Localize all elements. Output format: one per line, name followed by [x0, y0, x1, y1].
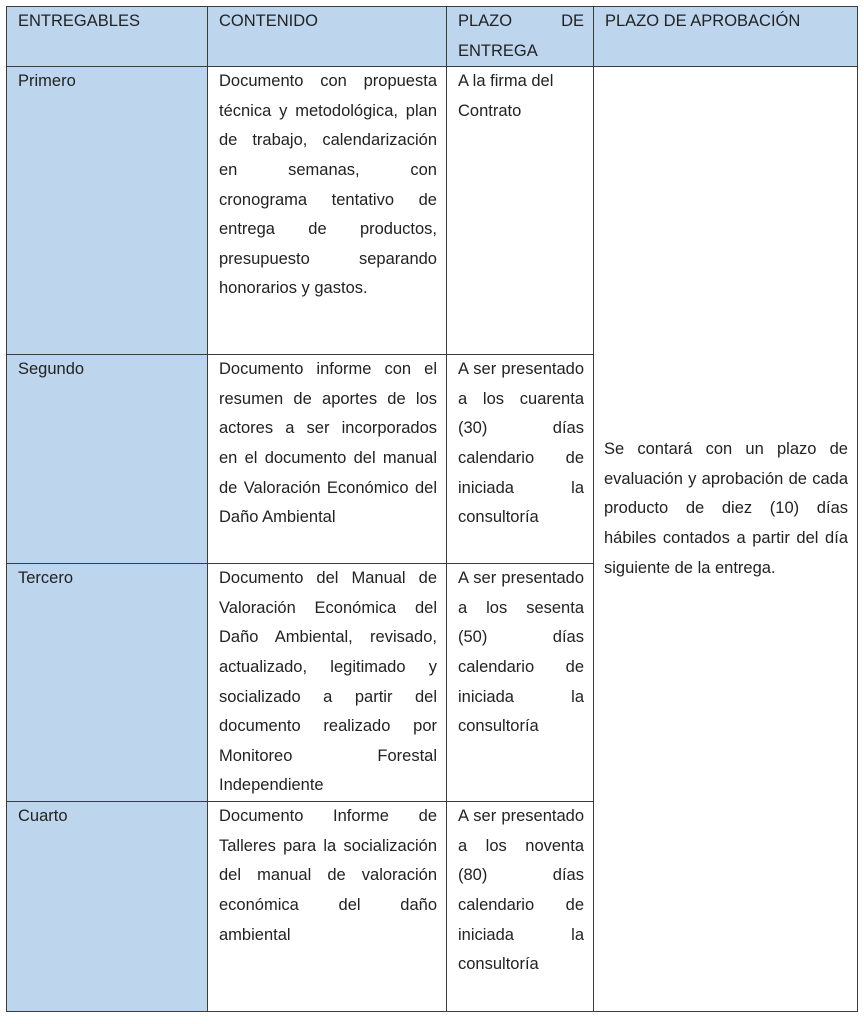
- entregables-table: [6, 6, 858, 1012]
- contenido-cell: Documento informe con el resumen de aportes de los actores a ser incorporados en el documento del manual de Valoración Económico del Daño Ambiental: [208, 355, 447, 564]
- header-entregables: ENTREGABLES: [7, 7, 208, 67]
- contenido-cell: Documento del Manual de Valoración Económica del Daño Ambiental, revisado, actualizado, legitimado y socializado a partir del documento realizado por Monitoreo Forestal Independiente: [208, 564, 447, 802]
- plazo-entrega-cell: A ser presentado a los sesenta (50) días calendario de iniciada la consultoría: [447, 564, 594, 802]
- header-plazo-entrega: PLAZO DE ENTREGA: [447, 7, 594, 67]
- header-row: [7, 7, 858, 67]
- entregable-cell: Tercero: [7, 564, 208, 802]
- contenido-cell: Documento Informe de Talleres para la socialización del manual de valoración económica del daño ambiental: [208, 802, 447, 1012]
- plazo-aprobacion-cell: Se contará con un plazo de evaluación y aprobación de cada producto de diez (10) días hábiles contados a partir del día siguiente de la entrega.: [594, 67, 858, 1012]
- entregable-cell: Cuarto: [7, 802, 208, 1012]
- header-contenido: CONTENIDO: [208, 7, 447, 67]
- entregable-cell: Primero: [7, 67, 208, 355]
- header-plazo-aprobacion: PLAZO DE APROBACIÓN: [594, 7, 858, 67]
- entregable-cell: Segundo: [7, 355, 208, 564]
- plazo-entrega-cell: A ser presentado a los noventa (80) días calendario de iniciada la consultoría: [447, 802, 594, 1012]
- table-row: [7, 67, 858, 355]
- plazo-entrega-cell: A la firma del Contrato: [447, 67, 594, 355]
- plazo-entrega-cell: A ser presentado a los cuarenta (30) días calendario de iniciada la consultoría: [447, 355, 594, 564]
- contenido-cell: Documento con propuesta técnica y metodológica, plan de trabajo, calendarización en semanas, con cronograma tentativo de entrega de productos, presupuesto separando honorarios y gastos.: [208, 67, 447, 355]
